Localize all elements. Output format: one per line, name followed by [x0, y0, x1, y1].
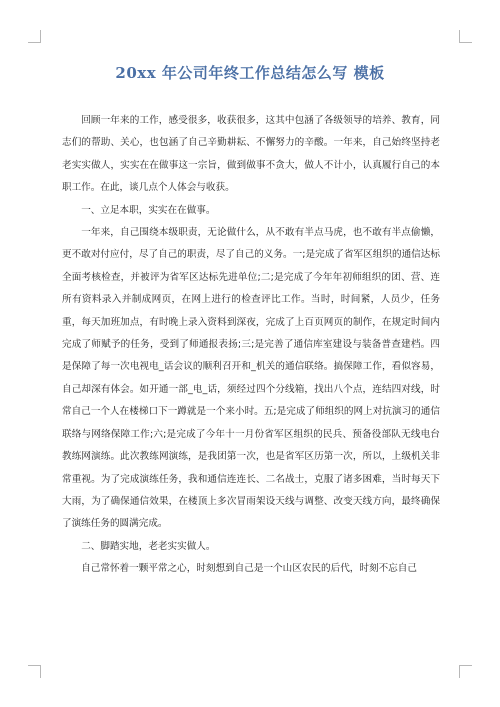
paragraph-section-1: 一年来，自己围绕本级职责，无论做什么，从不敢有半点马虎，也不敢有半点偷懒，更不敢对付应付，尽了自己的职责，尽了自己的义务。一;是完成了省军区组织的通信达标全面考核检查，并被评为省军区达标先进单位;二;是完成了今年年初师组织的团、营、连所有资料录入并制成网页，在网上进行的检查评比工作。当时，时间紧，人员少，任务重，每天加班加点，有时晚上录入资料到深夜，完成了上百页网页的制作，在规定时间内完成了师赋予的任务，受到了师通报表扬;三;是完善了通信库室建设与装备普查建档。四是保障了每一次电视电_话会议的顺利召开和_机关的通信联络。搞保障工作，看似容易，自己却深有体会。如开通一部_电_话，须经过四个分线箱，找出八个点，连结四对线，时常自己一个人在楼梯口下一蹲就是一个来小时。五;是完成了师组织的网上对抗演习的通信联络与网络保障工作;六;是完成了今年十一月份省军区组织的民兵、预备役部队无线电台教练网演练。此次教练网演练，是我团第一次，也是省军区历第一次，所以，上级机关非常重视。为了完成演练任务，我和通信连连长、二名战士，克服了诸多困难，当时每天下大雨，为了确保通信效果，在楼顶上多次冒雨架设天线与调整、改变天线方向，最终确保了演练任务的圆满完成。 — [62, 227, 440, 530]
page-corner-mark-top-right — [459, 30, 472, 43]
document-body — [62, 110, 440, 581]
section-heading-1: 一、立足本职，实实在在做事。 — [81, 204, 216, 216]
section-heading-2: 二、脚踏实地，老老实实做人。 — [81, 540, 216, 552]
paragraph-intro: 回顾一年来的工作，感受很多，收获很多，这其中包涵了各级领导的培养、教育，同志们的帮助、关心，也包涵了自己辛勤耕耘、不懈努力的辛酸。一年来，自己始终坚持老老实实做人，实实在在做事这一宗旨，做到做事不贪大，做人不计小，认真履行自己的本职工作。在此，谈几点个人体会与收获。 — [62, 115, 440, 194]
paragraph-section-2: 自己常怀着一颗平常之心，时刻想到自己是一个山区农民的后代，时刻不忘自己 — [81, 563, 417, 575]
page-corner-mark-top-left — [28, 30, 41, 43]
page-corner-mark-bottom-right — [459, 665, 472, 678]
document-title: 20xx 年公司年终工作总结怎么写 模板 — [115, 64, 385, 82]
page-corner-mark-bottom-left — [28, 665, 41, 678]
